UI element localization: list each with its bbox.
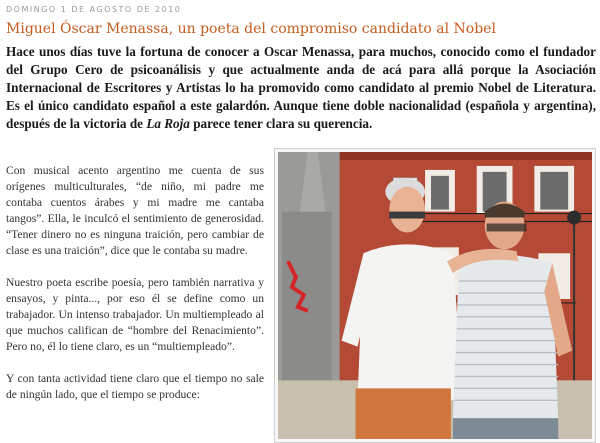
post-date: DOMINGO 1 DE AGOSTO DE 2010 xyxy=(6,5,182,14)
body-paragraph: Con musical acento argentino me cuenta de sus orígenes multiculturales, “de niño, mi padre me contaba cuentos árabes y mi madre me cantaba tangos”. Ella, le inculcó el sentimiento de generosidad. “Tener dinero no es ninguna traición, pero cambiar de clase es una traición”, dice que le contaba su madre. xyxy=(6,164,264,257)
photo-illustration xyxy=(278,152,592,439)
lead-text-1: Hace unos días tuve la fortuna de conocer a Oscar Menassa, para muchos, conocido como el fundador del Grupo Cero de psicoanálisis y que actualmente anda de acá para allá porque la Asociación Internacional de Escritores y Artistas lo ha promovido como candidato al premio Nobel de Literatura. Es el único candidato español a este galardón. Aunque tiene doble nacionalidad (española y argentina), después de la victoria de xyxy=(6,44,596,131)
lead-text-2: parece tener clara su querencia. xyxy=(189,116,373,131)
body-paragraph: Nuestro poeta escribe poesía, pero también narrativa y ensayos, y pinta..., por eso él se define como un trabajador. Un intenso trabajador. Un multiempleado al que muchos califican de “hombre del Renacimiento”. Pero no, él lo tiene claro, es un “multiempleado”. xyxy=(6,276,264,353)
body-paragraph: Y con tanta actividad tiene claro que el tiempo no sale de ningún lado, que el tiempo se produce: xyxy=(6,372,264,401)
lead-italic: La Roja xyxy=(146,116,190,131)
article-photo[interactable] xyxy=(274,148,596,443)
post-title[interactable]: Miguel Óscar Menassa, un poeta del compromiso candidato al Nobel xyxy=(6,21,496,37)
article-body xyxy=(6,163,264,419)
post-lead xyxy=(6,43,596,133)
